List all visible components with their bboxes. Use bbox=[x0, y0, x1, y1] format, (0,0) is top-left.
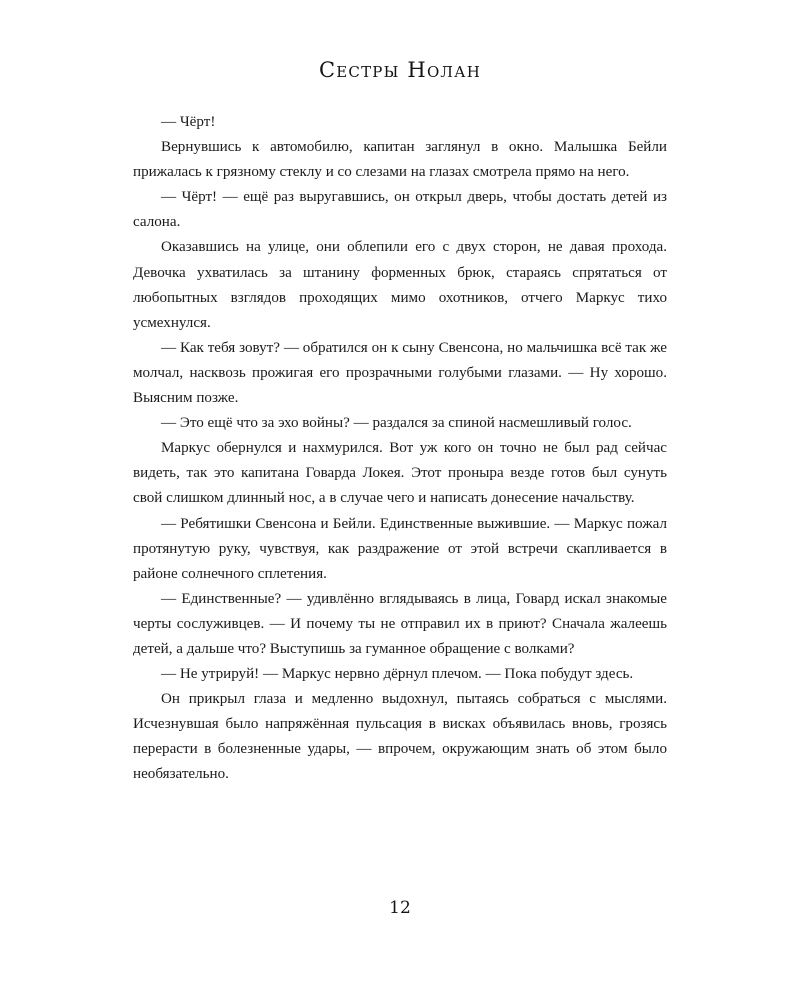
paragraph: — Чёрт! bbox=[161, 114, 216, 130]
paragraph: Оказавшись на улице, они облепили его с двух сторон, не давая прохода. Девочка ухватилась за штанину форменных брюк, стараясь спрятаться от любопытных взглядов проходящих мимо охотников, отчего Маркус тихо усмехнулся. bbox=[133, 239, 667, 331]
paragraph: Вернувшись к автомобилю, капитан заглянул в окно. Малышка Бейли прижалась к грязному стеклу и со слезами на глазах смотрела прямо на него. bbox=[133, 139, 667, 181]
paragraph: Маркус обернулся и нахмурился. Вот уж кого он точно не был рад сейчас видеть, так это капитана Говарда Локея. Этот проныра везде готов был сунуть свой слишком длинный нос, а в случае чего и написать донесение начальству. bbox=[133, 440, 667, 507]
paragraph: — Чёрт! — ещё раз выругавшись, он открыл дверь, чтобы достать детей из салона. bbox=[133, 189, 667, 231]
paragraph: — Не утрируй! — Маркус нервно дёрнул плечом. — Пока побудут здесь. bbox=[161, 666, 634, 683]
page-title: Сестры Нолан bbox=[319, 58, 481, 82]
paragraph: — Ребятишки Свенсона и Бейли. Единственные выжившие. — Маркус пожал протянутую руку, чувствуя, как раздражение от этой встречи скапливается в районе солнечного сплетения. bbox=[133, 515, 667, 582]
paragraph: Он прикрыл глаза и медленно выдохнул, пытаясь собраться с мыслями. Исчезнувшая было напряжённая пульсация в висках объявилась вновь, грозясь перерасти в болезненные удары, — впрочем, окружающим знать об этом было необязательно. bbox=[133, 691, 667, 783]
paragraph: — Единственные? — удивлённо вглядываясь в лица, Говард искал знакомые черты сослуживцев. — И почему ты не отправил их в приют? Сначала жалеешь детей, а дальше что? Выступишь за гуманное обращение с волками? bbox=[133, 590, 667, 657]
paragraph: — Это ещё что за эхо войны? — раздался за спиной насмешливый голос. bbox=[161, 415, 632, 432]
body-text bbox=[133, 110, 667, 788]
page-number: 12 bbox=[389, 898, 411, 918]
paragraph: — Как тебя зовут? — обратился он к сыну Свенсона, но мальчишка всё так же молчал, насквозь прожигая его прозрачными голубыми глазами. — Ну хорошо. Выясним позже. bbox=[133, 339, 667, 407]
